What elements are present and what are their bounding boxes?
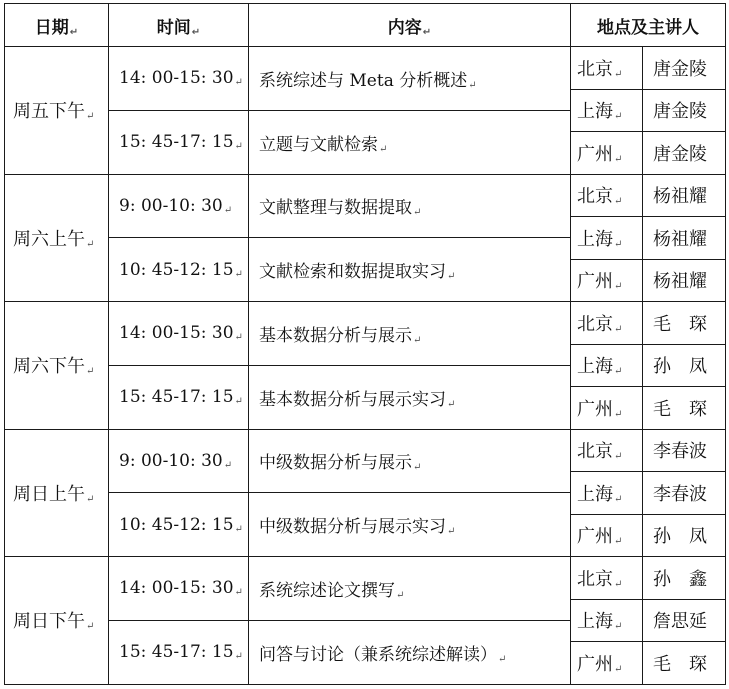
venue-city: 上海↵ — [571, 344, 643, 387]
session-time: 14: 00-15: 30↵ — [109, 557, 249, 621]
header-venue-speaker: 地点及主讲人 — [571, 4, 726, 47]
schedule-subrow — [5, 47, 726, 68]
session-time: 14: 00-15: 30↵ — [109, 47, 249, 111]
session-time: 15: 45-17: 15↵ — [109, 620, 249, 684]
schedule-subrow — [5, 302, 726, 323]
venue-speaker: 孙 凤 — [643, 344, 726, 387]
venue-speaker: 唐金陵 — [643, 47, 726, 90]
day-label: 周日上午↵ — [5, 429, 109, 557]
venue-speaker: 李春波 — [643, 429, 726, 472]
venue-city: 北京↵ — [571, 302, 643, 345]
venue-city: 广州↵ — [571, 387, 643, 430]
venue-city: 北京↵ — [571, 47, 643, 90]
header-date: 日期↵ — [5, 4, 109, 47]
session-time: 9: 00-10: 30↵ — [109, 429, 249, 493]
session-content: 中级数据分析与展示↵ — [249, 429, 571, 493]
venue-city: 北京↵ — [571, 429, 643, 472]
session-content: 文献检索和数据提取实习↵ — [249, 238, 571, 302]
venue-speaker: 杨祖耀 — [643, 174, 726, 217]
session-content: 系统综述论文撰写↵ — [249, 557, 571, 621]
day-label: 周六下午↵ — [5, 302, 109, 430]
venue-city: 上海↵ — [571, 217, 643, 260]
session-time: 10: 45-12: 15↵ — [109, 493, 249, 557]
venue-city: 广州↵ — [571, 642, 643, 685]
session-content: 基本数据分析与展示↵ — [249, 302, 571, 366]
venue-speaker: 唐金陵 — [643, 89, 726, 132]
venue-speaker: 李春波 — [643, 472, 726, 515]
day-label: 周五下午↵ — [5, 47, 109, 175]
venue-city: 广州↵ — [571, 132, 643, 175]
session-content: 文献整理与数据提取↵ — [249, 174, 571, 238]
session-time: 15: 45-17: 15↵ — [109, 110, 249, 174]
schedule-table — [4, 3, 726, 685]
session-time: 10: 45-12: 15↵ — [109, 238, 249, 302]
session-time: 9: 00-10: 30↵ — [109, 174, 249, 238]
venue-city: 北京↵ — [571, 174, 643, 217]
venue-city: 上海↵ — [571, 599, 643, 642]
session-content: 立题与文献检索↵ — [249, 110, 571, 174]
venue-city: 广州↵ — [571, 514, 643, 557]
session-time: 14: 00-15: 30↵ — [109, 302, 249, 366]
session-content: 系统综述与 Meta 分析概述↵ — [249, 47, 571, 111]
venue-city: 北京↵ — [571, 557, 643, 600]
venue-city: 上海↵ — [571, 472, 643, 515]
session-content: 中级数据分析与展示实习↵ — [249, 493, 571, 557]
venue-speaker: 孙 凤 — [643, 514, 726, 557]
venue-speaker: 詹思延 — [643, 599, 726, 642]
venue-speaker: 孙 鑫 — [643, 557, 726, 600]
venue-speaker: 毛 琛 — [643, 302, 726, 345]
venue-speaker: 毛 琛 — [643, 387, 726, 430]
session-content: 基本数据分析与展示实习↵ — [249, 365, 571, 429]
header-time: 时间↵ — [109, 4, 249, 47]
day-label: 周日下午↵ — [5, 557, 109, 685]
venue-speaker: 杨祖耀 — [643, 259, 726, 302]
day-label: 周六上午↵ — [5, 174, 109, 302]
venue-city: 广州↵ — [571, 259, 643, 302]
venue-speaker: 毛 琛 — [643, 642, 726, 685]
venue-city: 上海↵ — [571, 89, 643, 132]
venue-speaker: 唐金陵 — [643, 132, 726, 175]
schedule-subrow — [5, 429, 726, 450]
header-content: 内容↵ — [249, 4, 571, 47]
session-time: 15: 45-17: 15↵ — [109, 365, 249, 429]
header-row — [5, 4, 726, 47]
schedule-subrow — [5, 557, 726, 578]
venue-speaker: 杨祖耀 — [643, 217, 726, 260]
session-content: 问答与讨论（兼系统综述解读）↵ — [249, 620, 571, 684]
schedule-subrow — [5, 174, 726, 195]
